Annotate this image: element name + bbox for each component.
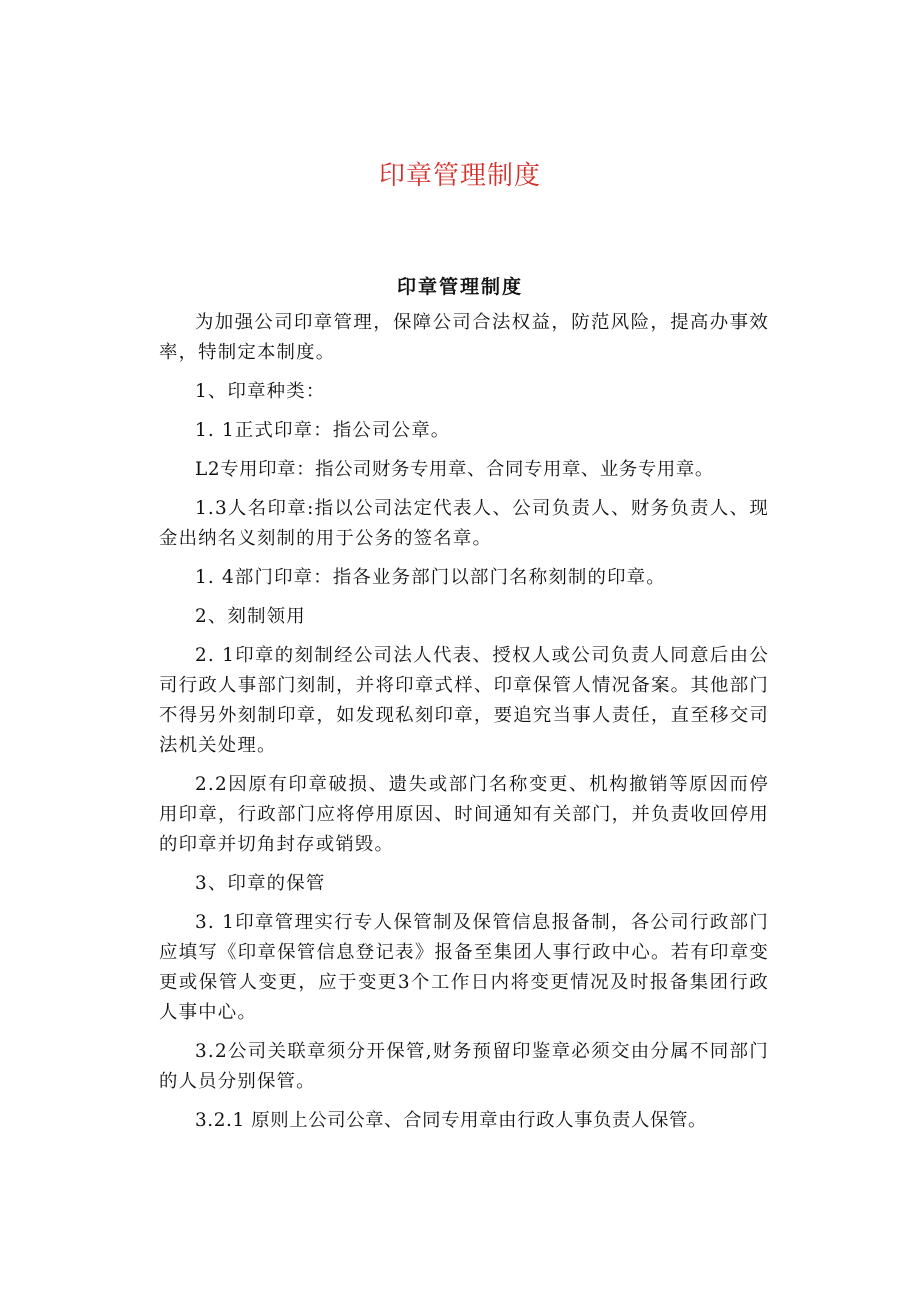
- section-2-heading: 2、刻制领用: [195, 606, 306, 627]
- paragraph-2-2: 2.2因原有印章破损、遗失或部门名称变更、机构撤销等原因而停用印章，行政部门应将停用原因、时间通知有关部门，并负责收回停用的印章并切角封存或销毁。: [159, 774, 769, 855]
- paragraph-1-2: L2专用印章：指公司财务专用章、合同专用章、业务专用章。: [195, 459, 714, 480]
- paragraph-1-3: 1.3人名印章:指以公司法定代表人、公司负责人、财务负责人、现金出纳名义刻制的用于公务的签名章。: [159, 498, 769, 549]
- document-body: [159, 308, 769, 1145]
- paragraph-2-1: 2. 1印章的刻制经公司法人代表、授权人或公司负责人同意后由公司行政人事部门刻制，并将印章式样、印章保管人情况备案。其他部门不得另外刻制印章，如发现私刻印章，要追究当事人责任，直至移交司法机关处理。: [159, 645, 769, 756]
- page-title: 印章管理制度: [378, 161, 541, 191]
- paragraph-3-1: 3. 1印章管理实行专人保管制及保管信息报备制，各公司行政部门应填写《印章保管信息登记表》报备至集团人事行政中心。若有印章变更或保管人变更，应于变更3个工作日内将变更情况及时报备集团行政人事中心。: [159, 912, 769, 1023]
- paragraph-3-2-1: 3.2.1 原则上公司公章、合同专用章由行政人事负责人保管。: [195, 1110, 708, 1131]
- section-3-heading: 3、印章的保管: [195, 873, 326, 894]
- paragraph-1-4: 1. 4部门印章：指各业务部门以部门名称刻制的印章。: [195, 567, 666, 588]
- paragraph-3-2: 3.2公司关联章须分开保管,财务预留印鉴章必须交由分属不同部门的人员分别保管。: [159, 1041, 769, 1092]
- document-heading: 印章管理制度: [396, 276, 523, 298]
- paragraph-intro: 为加强公司印章管理，保障公司合法权益，防范风险，提高办事效率，特制定本制度。: [159, 312, 769, 363]
- section-1-heading: 1、印章种类：: [195, 381, 326, 402]
- paragraph-1-1: 1. 1正式印章：指公司公章。: [195, 420, 451, 441]
